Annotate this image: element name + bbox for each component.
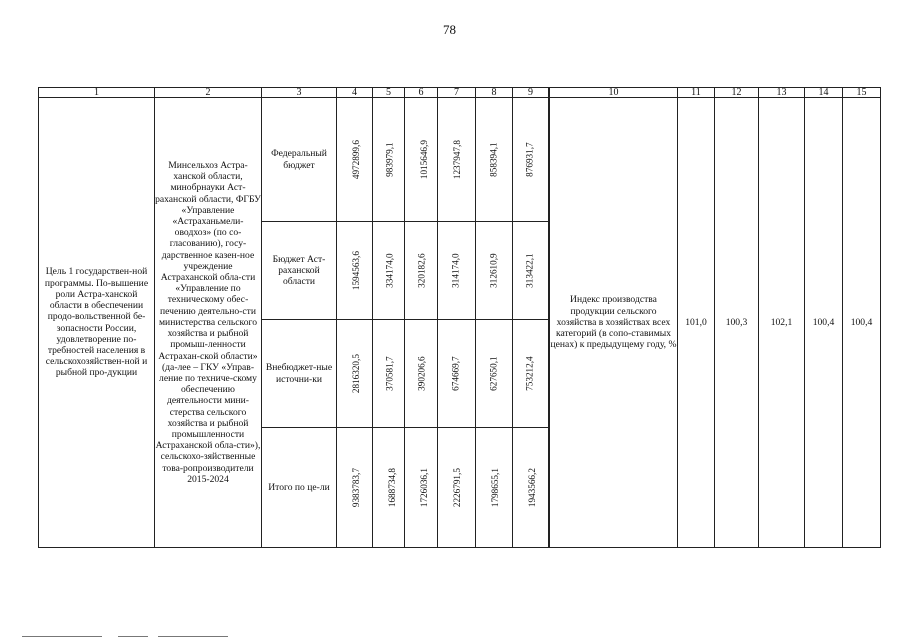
value-text: 390206,6 [416, 356, 427, 391]
scan-artifact-line [158, 636, 228, 637]
indicator-cell: Индекс производства продукции сельского хозяйства в хозяйствах всех категорий (в сопо-ставимых ценах) к предыдущему году, % [550, 98, 678, 548]
goal-cell [39, 98, 155, 548]
indicator-value-2016: 100,3 [715, 98, 759, 548]
value-cell [373, 428, 405, 548]
indicator-value-2015: 101,0 [678, 98, 715, 548]
value-cell [513, 98, 549, 222]
value-text: 674669,7 [450, 356, 461, 391]
value-cell [373, 222, 405, 320]
value-text: 876931,7 [524, 142, 535, 177]
value-cell [476, 428, 513, 548]
source-cell: Итого по це-ли [262, 428, 337, 548]
source-cell: Внебюджет-ные источни-ки [262, 320, 337, 428]
value-cell [438, 222, 476, 320]
table-row [39, 98, 549, 222]
value-text: 4972899,6 [350, 139, 361, 180]
value-text: 2816320,5 [350, 353, 361, 394]
value-cell [438, 98, 476, 222]
value-text: 2226791,5 [451, 467, 462, 508]
header-col-5: 5 [373, 88, 405, 98]
value-cell [476, 320, 513, 428]
value-text: 1237947,8 [451, 139, 462, 180]
header-col-15: 15 [843, 88, 881, 98]
header-col-1: 1 [39, 88, 155, 98]
page-number: 78 [443, 22, 456, 37]
value-cell [405, 98, 438, 222]
value-cell [438, 320, 476, 428]
value-text: 1688734,8 [386, 467, 397, 508]
scan-artifact-line [22, 636, 102, 637]
value-text: 753212,4 [524, 356, 535, 391]
value-text: 1015646,9 [418, 139, 429, 180]
indicator-value-2018: 100,4 [805, 98, 843, 548]
header-col-8: 8 [476, 88, 513, 98]
header-col-14: 14 [805, 88, 843, 98]
value-text: 1726036,1 [418, 467, 429, 508]
financing-table [38, 87, 549, 548]
value-cell [476, 222, 513, 320]
value-text: 1594563,6 [350, 250, 361, 291]
value-text: 370581,7 [384, 356, 395, 391]
executors-cell [155, 98, 262, 548]
value-text: 9383783,7 [350, 467, 361, 508]
source-cell: Федеральный бюджет [262, 98, 337, 222]
value-cell [337, 320, 373, 428]
value-text: 334174,0 [384, 253, 395, 288]
value-text: 314174,0 [450, 253, 461, 288]
value-cell [337, 428, 373, 548]
value-text: 313422,1 [524, 253, 535, 288]
value-text: 983979,1 [384, 142, 395, 177]
header-row [550, 88, 881, 98]
header-col-3: 3 [262, 88, 337, 98]
value-cell [405, 320, 438, 428]
header-col-13: 13 [759, 88, 805, 98]
value-cell [476, 98, 513, 222]
value-cell [337, 222, 373, 320]
value-cell [438, 428, 476, 548]
table-row [550, 98, 881, 548]
header-col-7: 7 [438, 88, 476, 98]
value-cell [513, 222, 549, 320]
header-col-12: 12 [715, 88, 759, 98]
value-text: 627650,1 [488, 356, 499, 391]
value-cell [405, 222, 438, 320]
header-row [39, 88, 549, 98]
header-col-6: 6 [405, 88, 438, 98]
header-col-10: 10 [550, 88, 678, 98]
indicator-table [549, 87, 881, 548]
header-col-9: 9 [513, 88, 549, 98]
header-col-11: 11 [678, 88, 715, 98]
value-text: 312610,9 [488, 253, 499, 288]
executors-text: Минсельхоз Астра-ханской области, минобрнауки Аст-раханской области, ФГБУ «Управление «Астраханьмели-оводхоз» (по со-гласованию), госу-дарственное казен-ное учреждение Астраханской обла-сти «Управление по техническому обес-печению деятельно-сти министерства сельского хозяйства и рыбной промыш-ленности Астрахан-ской области» (да-лее – ГКУ «Управ-ление по техниче-скому обеспечению деятельности мини-стерства сельского хозяйства и рыбной промышленности Астраханской обла-сти»), сельскохо-зяйственные това-ропроизводители 2015-2024 [155, 160, 261, 485]
indicator-value-2017: 102,1 [759, 98, 805, 548]
goal-text: Цель 1 государствен-ной программы. По-вышение роли Астра-ханской области в обеспечении продо-вольственной бе-зопасности России, удовлетворение по-требностей населения в сельскохозяйствен-ной и рыбной про-дукции [44, 266, 149, 379]
value-text: 1798655,1 [489, 467, 500, 508]
value-cell [373, 320, 405, 428]
value-cell [373, 98, 405, 222]
indicator-value-2019: 100,4 [843, 98, 881, 548]
scan-artifact-line [118, 636, 148, 637]
value-cell [337, 98, 373, 222]
value-text: 1943566,2 [526, 467, 537, 508]
header-col-4: 4 [337, 88, 373, 98]
value-cell [513, 320, 549, 428]
value-cell [513, 428, 549, 548]
value-text: 858394,1 [488, 142, 499, 177]
header-col-2: 2 [155, 88, 262, 98]
source-cell: Бюджет Аст-раханской области [262, 222, 337, 320]
value-text: 320182,6 [416, 253, 427, 288]
value-cell [405, 428, 438, 548]
